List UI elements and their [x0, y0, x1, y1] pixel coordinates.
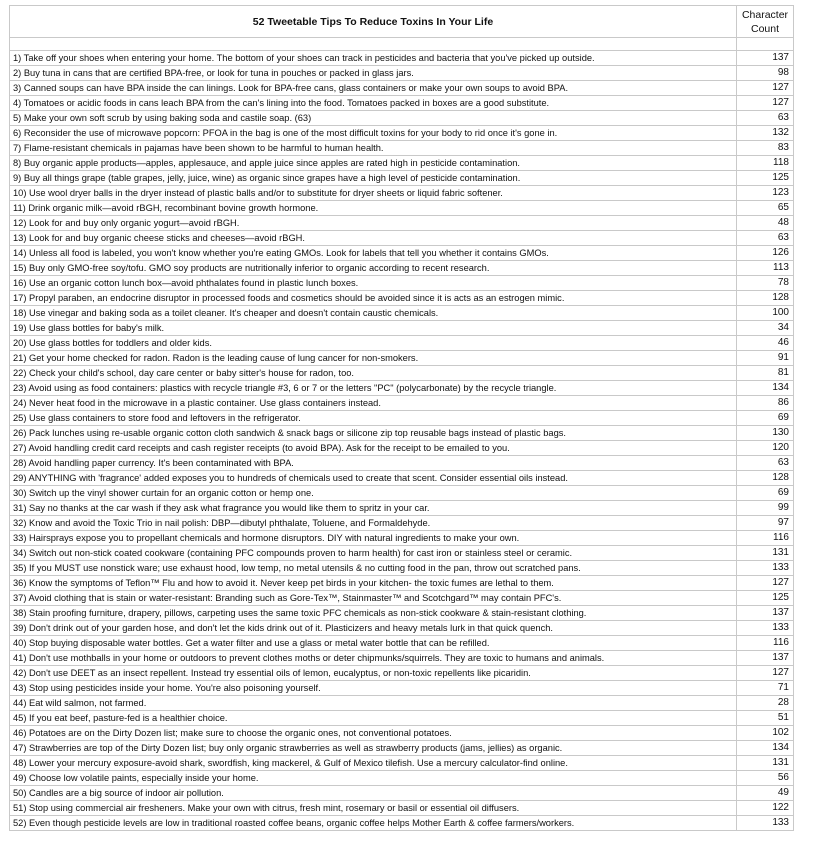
table-row — [10, 606, 794, 621]
tip-cell[interactable]: 4) Tomatoes or acidic foods in cans leach BPA from the can's lining into the food. Tomatoes packed in boxes are a good substitute. — [10, 96, 737, 111]
table-row — [10, 531, 794, 546]
character-count-cell[interactable]: 83 — [737, 141, 794, 156]
character-count-cell[interactable]: 71 — [737, 681, 794, 696]
table-row — [10, 381, 794, 396]
character-count-cell[interactable]: 133 — [737, 621, 794, 636]
table-row — [10, 276, 794, 291]
table-row — [10, 321, 794, 336]
character-count-cell[interactable]: 137 — [737, 606, 794, 621]
tip-cell[interactable]: 46) Potatoes are on the Dirty Dozen list; make sure to choose the organic ones, not conventional potatoes. — [10, 726, 737, 741]
table-row — [10, 201, 794, 216]
character-count-cell[interactable]: 123 — [737, 186, 794, 201]
tip-cell[interactable]: 18) Use vinegar and baking soda as a toilet cleaner. It's cheaper and doesn't contain caustic chemicals. — [10, 306, 737, 321]
table-row — [10, 786, 794, 801]
tip-cell[interactable]: 11) Drink organic milk—avoid rBGH, recombinant bovine growth hormone. — [10, 201, 737, 216]
character-count-cell[interactable]: 81 — [737, 366, 794, 381]
character-count-cell[interactable]: 46 — [737, 336, 794, 351]
table-row — [10, 471, 794, 486]
character-count-cell[interactable]: 91 — [737, 351, 794, 366]
table-row — [10, 801, 794, 816]
table-row — [10, 816, 794, 831]
table-row — [10, 621, 794, 636]
table-row — [10, 741, 794, 756]
character-count-cell[interactable]: 120 — [737, 441, 794, 456]
tip-cell[interactable]: 8) Buy organic apple products—apples, applesauce, and apple juice since apples are rated high in pesticide contamination. — [10, 156, 737, 171]
tip-cell[interactable]: 22) Check your child's school, day care center or baby sitter's house for radon, too. — [10, 366, 737, 381]
tip-cell[interactable]: 10) Use wool dryer balls in the dryer instead of plastic balls and/or to substitute for dryer sheets or liquid fabric softener. — [10, 186, 737, 201]
tip-cell[interactable]: 47) Strawberries are top of the Dirty Dozen list; buy only organic strawberries as well as strawberry products (jams, jellies) as organic. — [10, 741, 737, 756]
character-count-cell[interactable]: 125 — [737, 171, 794, 186]
table-row — [10, 186, 794, 201]
table-row — [10, 546, 794, 561]
tip-cell[interactable]: 41) Don't use mothballs in your home or outdoors to prevent clothes moths or deter chipmunks/squirrels. They are toxic to humans and animals. — [10, 651, 737, 666]
character-count-cell[interactable]: 100 — [737, 306, 794, 321]
character-count-cell[interactable]: 69 — [737, 411, 794, 426]
table-row — [10, 441, 794, 456]
tip-cell[interactable]: 3) Canned soups can have BPA inside the can linings. Look for BPA-free cans, glass containers or make your own soups to avoid BPA. — [10, 81, 737, 96]
character-count-header-cell[interactable] — [737, 6, 794, 38]
character-count-cell[interactable]: 127 — [737, 666, 794, 681]
tip-cell[interactable]: 25) Use glass containers to store food and leftovers in the refrigerator. — [10, 411, 737, 426]
tip-cell[interactable]: 29) ANYTHING with 'fragrance' added exposes you to hundreds of chemicals used to create that scent. Consider essential oils instead. — [10, 471, 737, 486]
tip-cell[interactable]: 27) Avoid handling credit card receipts and cash register receipts (to avoid BPA). Ask for the receipt to be emailed to you. — [10, 441, 737, 456]
character-count-cell[interactable]: 86 — [737, 396, 794, 411]
table-row — [10, 156, 794, 171]
table-row — [10, 696, 794, 711]
tip-cell[interactable]: 43) Stop using pesticides inside your home. You're also poisoning yourself. — [10, 681, 737, 696]
table-row — [10, 576, 794, 591]
character-count-cell[interactable]: 113 — [737, 261, 794, 276]
character-count-cell[interactable]: 130 — [737, 426, 794, 441]
tip-cell[interactable]: 38) Stain proofing furniture, drapery, pillows, carpeting uses the same toxic PFC chemicals as non-stick cookware & stain-resistant clothing. — [10, 606, 737, 621]
tip-cell[interactable]: 36) Know the symptoms of Teflon™ Flu and how to avoid it. Never keep pet birds in your kitchen- the toxic fumes are lethal to them. — [10, 576, 737, 591]
character-count-cell[interactable]: 128 — [737, 471, 794, 486]
tip-cell[interactable]: 31) Say no thanks at the car wash if they ask what fragrance you would like them to spritz in your car. — [10, 501, 737, 516]
table-row — [10, 501, 794, 516]
tip-cell[interactable]: 45) If you eat beef, pasture-fed is a healthier choice. — [10, 711, 737, 726]
tip-cell[interactable]: 30) Switch up the vinyl shower curtain for an organic cotton or hemp one. — [10, 486, 737, 501]
tip-cell[interactable]: 44) Eat wild salmon, not farmed. — [10, 696, 737, 711]
character-count-cell[interactable]: 56 — [737, 771, 794, 786]
table-row — [10, 666, 794, 681]
table-row — [10, 636, 794, 651]
character-count-cell[interactable]: 134 — [737, 741, 794, 756]
character-count-cell[interactable]: 102 — [737, 726, 794, 741]
tip-cell[interactable]: 6) Reconsider the use of microwave popcorn: PFOA in the bag is one of the most difficult toxins for your body to rid once it's gone in. — [10, 126, 737, 141]
tip-cell[interactable]: 20) Use glass bottles for toddlers and older kids. — [10, 336, 737, 351]
sheet-title-cell[interactable] — [10, 6, 737, 38]
header-row — [10, 6, 794, 38]
tip-cell[interactable]: 23) Avoid using as food containers: plastics with recycle triangle #3, 6 or 7 or the letters "PC" (polycarbonate) by the recycle triangle. — [10, 381, 737, 396]
count-header-line1: Character — [741, 8, 789, 21]
character-count-cell[interactable]: 51 — [737, 711, 794, 726]
character-count-cell[interactable]: 127 — [737, 81, 794, 96]
tip-cell[interactable]: 50) Candles are a big source of indoor air pollution. — [10, 786, 737, 801]
table-row — [10, 336, 794, 351]
table-row — [10, 291, 794, 306]
spacer-row — [10, 38, 794, 51]
table-row — [10, 81, 794, 96]
table-row — [10, 66, 794, 81]
character-count-cell[interactable]: 128 — [737, 291, 794, 306]
tip-cell[interactable]: 12) Look for and buy only organic yogurt—avoid rBGH. — [10, 216, 737, 231]
character-count-cell[interactable]: 122 — [737, 801, 794, 816]
table-row — [10, 561, 794, 576]
tip-cell[interactable]: 26) Pack lunches using re-usable organic cotton cloth sandwich & snack bags or silicone zip top reusable bags instead of plastic bags. — [10, 426, 737, 441]
table-row — [10, 726, 794, 741]
tip-cell[interactable]: 28) Avoid handling paper currency. It's been contaminated with BPA. — [10, 456, 737, 471]
character-count-cell[interactable]: 126 — [737, 246, 794, 261]
empty-cell[interactable] — [10, 38, 737, 51]
character-count-cell[interactable]: 125 — [737, 591, 794, 606]
table-row — [10, 351, 794, 366]
tip-cell[interactable]: 34) Switch out non-stick coated cookware (containing PFC compounds proven to harm health) for cast iron or stainless steel or ceramic. — [10, 546, 737, 561]
tip-cell[interactable]: 52) Even though pesticide levels are low in traditional roasted coffee beans, organic coffee helps Mother Earth & coffee farmers/workers. — [10, 816, 737, 831]
table-row — [10, 411, 794, 426]
table-row — [10, 771, 794, 786]
character-count-cell[interactable]: 127 — [737, 576, 794, 591]
table-row — [10, 756, 794, 771]
table-row — [10, 111, 794, 126]
character-count-cell[interactable]: 133 — [737, 816, 794, 831]
character-count-cell[interactable]: 63 — [737, 111, 794, 126]
sheet-body — [10, 6, 794, 831]
table-row — [10, 141, 794, 156]
character-count-cell[interactable]: 78 — [737, 276, 794, 291]
tip-cell[interactable]: 32) Know and avoid the Toxic Trio in nail polish: DBP—dibutyl phthalate, Toluene, and Formaldehyde. — [10, 516, 737, 531]
character-count-cell[interactable]: 97 — [737, 516, 794, 531]
table-row — [10, 246, 794, 261]
table-row — [10, 231, 794, 246]
table-row — [10, 396, 794, 411]
tip-cell[interactable]: 17) Propyl paraben, an endocrine disruptor in processed foods and cosmetics should be avoided since it is acts as an estrogen mimic. — [10, 291, 737, 306]
table-row — [10, 426, 794, 441]
tip-cell[interactable]: 5) Make your own soft scrub by using baking soda and castile soap. (63) — [10, 111, 737, 126]
tip-cell[interactable]: 48) Lower your mercury exposure-avoid shark, swordfish, king mackerel, & Gulf of Mexico tilefish. Use a mercury calculator-find online. — [10, 756, 737, 771]
character-count-cell[interactable]: 34 — [737, 321, 794, 336]
tip-cell[interactable]: 33) Hairsprays expose you to propellant chemicals and hormone disruptors. DIY with natural ingredients to make your own. — [10, 531, 737, 546]
character-count-cell[interactable]: 99 — [737, 501, 794, 516]
character-count-cell[interactable]: 132 — [737, 126, 794, 141]
tip-cell[interactable]: 42) Don't use DEET as an insect repellent. Instead try essential oils of lemon, eucalyptus, or non-toxic repellents like picaridin. — [10, 666, 737, 681]
character-count-cell[interactable]: 134 — [737, 381, 794, 396]
tip-cell[interactable]: 21) Get your home checked for radon. Radon is the leading cause of lung cancer for non-smokers. — [10, 351, 737, 366]
table-row — [10, 51, 794, 66]
sheet-title: 52 Tweetable Tips To Reduce Toxins In Your Life — [252, 15, 494, 28]
tips-spreadsheet — [9, 5, 794, 831]
tip-cell[interactable]: 9) Buy all things grape (table grapes, jelly, juice, wine) as organic since grapes have a high level of pesticide contamination. — [10, 171, 737, 186]
character-count-cell[interactable]: 28 — [737, 696, 794, 711]
tip-cell[interactable]: 51) Stop using commercial air fresheners. Make your own with citrus, fresh mint, rosemary or basil or essential oil diffusers. — [10, 801, 737, 816]
character-count-cell[interactable]: 63 — [737, 456, 794, 471]
tip-cell[interactable]: 35) If you MUST use nonstick ware; use exhaust hood, low temp, no metal utensils & no cutting food in the pan, throw out scratched pans. — [10, 561, 737, 576]
table-row — [10, 456, 794, 471]
character-count-cell[interactable]: 131 — [737, 756, 794, 771]
character-count-cell[interactable]: 48 — [737, 216, 794, 231]
character-count-cell[interactable]: 116 — [737, 636, 794, 651]
tip-cell[interactable]: 16) Use an organic cotton lunch box—avoid phthalates found in plastic lunch boxes. — [10, 276, 737, 291]
character-count-cell[interactable]: 131 — [737, 546, 794, 561]
tip-cell[interactable]: 2) Buy tuna in cans that are certified BPA-free, or look for tuna in pouches or packed in glass jars. — [10, 66, 737, 81]
table-row — [10, 591, 794, 606]
character-count-cell[interactable]: 137 — [737, 651, 794, 666]
tip-cell[interactable]: 39) Don't drink out of your garden hose, and don't let the kids drink out of it. Plasticizers and heavy metals lurk in that quick quench. — [10, 621, 737, 636]
table-row — [10, 516, 794, 531]
table-row — [10, 96, 794, 111]
character-count-cell[interactable]: 118 — [737, 156, 794, 171]
table-row — [10, 126, 794, 141]
empty-cell[interactable] — [737, 38, 794, 51]
tip-cell[interactable]: 37) Avoid clothing that is stain or water-resistant: Branding such as Gore-Tex™, Stainmaster™ and Scotchgard™ may contain PFC's. — [10, 591, 737, 606]
tip-cell[interactable]: 19) Use glass bottles for baby's milk. — [10, 321, 737, 336]
table-row — [10, 306, 794, 321]
table-row — [10, 651, 794, 666]
character-count-cell[interactable]: 65 — [737, 201, 794, 216]
table-row — [10, 681, 794, 696]
character-count-cell[interactable]: 127 — [737, 96, 794, 111]
table-row — [10, 366, 794, 381]
count-header-line2: Count — [750, 22, 780, 35]
tip-cell[interactable]: 49) Choose low volatile paints, especially inside your home. — [10, 771, 737, 786]
character-count-cell[interactable]: 137 — [737, 51, 794, 66]
character-count-cell[interactable]: 116 — [737, 531, 794, 546]
character-count-cell[interactable]: 69 — [737, 486, 794, 501]
character-count-cell[interactable]: 133 — [737, 561, 794, 576]
tip-cell[interactable]: 40) Stop buying disposable water bottles. Get a water filter and use a glass or metal water bottle that can be refilled. — [10, 636, 737, 651]
character-count-cell[interactable]: 98 — [737, 66, 794, 81]
tip-cell[interactable]: 15) Buy only GMO-free soy/tofu. GMO soy products are nutritionally inferior to organic according to recent research. — [10, 261, 737, 276]
tip-cell[interactable]: 13) Look for and buy organic cheese sticks and cheeses—avoid rBGH. — [10, 231, 737, 246]
table-row — [10, 486, 794, 501]
tip-cell[interactable]: 14) Unless all food is labeled, you won't know whether you're eating GMOs. Look for labels that tell you whether it contains GMOs. — [10, 246, 737, 261]
tip-cell[interactable]: 24) Never heat food in the microwave in a plastic container. Use glass containers instead. — [10, 396, 737, 411]
character-count-cell[interactable]: 49 — [737, 786, 794, 801]
table-row — [10, 711, 794, 726]
table-row — [10, 216, 794, 231]
table-row — [10, 261, 794, 276]
tip-cell[interactable]: 7) Flame-resistant chemicals in pajamas have been shown to be harmful to human health. — [10, 141, 737, 156]
table-row — [10, 171, 794, 186]
character-count-cell[interactable]: 63 — [737, 231, 794, 246]
tip-cell[interactable]: 1) Take off your shoes when entering your home. The bottom of your shoes can track in pesticides and bacteria that you've picked up outside. — [10, 51, 737, 66]
